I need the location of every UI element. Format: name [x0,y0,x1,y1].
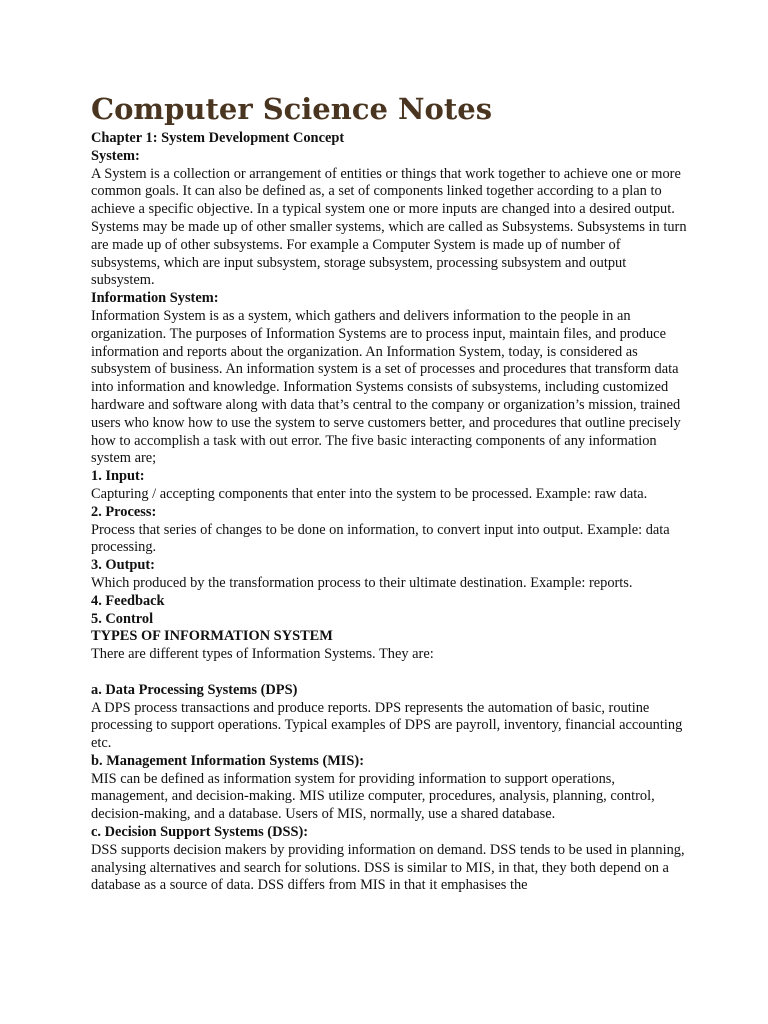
component-text-output: Which produced by the transformation process to their ultimate destination. Example: reports. [91,574,633,591]
information-system-paragraph: Information System is as a system, which gathers and delivers information to the people in an organization. The purposes of Information Systems are to process input, maintain files, and produce information and reports about the organization. An Information System, today, is considered as subsystem of business. An information system is a set of processes and procedures that transform data into information and knowledge. Information Systems consists of subsystems, including customized hardware and software along with data that’s central to the company or organization’s mission, trained users who know how to use the system to serve customers better, and procedures that outline precisely how to accomplish a task with out error. The five basic interacting components of any information system are; [91,307,681,467]
type-text-dss: DSS supports decision makers by providing information on demand. DSS tends to be used in planning, analysing alternatives and search for solutions. DSS is similar to MIS, in that, they both depend on a database as a source of data. DSS differs from MIS in that it emphasises the [91,841,685,894]
types-intro: There are different types of Information Systems. They are: [91,646,434,663]
component-heading-output: 3. Output: [91,557,155,574]
blank-line [91,664,691,682]
type-text-dps: A DPS process transactions and produce reports. DPS represents the automation of basic, routine processing to support operations. Typical examples of DPS are payroll, inventory, financial accounting etc. [91,699,683,752]
component-heading-process: 2. Process: [91,503,157,520]
component-heading-input: 1. Input: [91,468,145,485]
type-heading-mis: b. Management Information Systems (MIS): [91,752,365,769]
component-text-input: Capturing / accepting components that enter into the system to be processed. Example: raw data. [91,485,648,502]
type-text-mis: MIS can be defined as information system for providing information to support operations, management, and decision-making. MIS utilize computer, procedures, analysis, planning, control, decision-making, and a database. Users of MIS, normally, use a shared database. [91,770,655,823]
system-paragraph: A System is a collection or arrangement of entities or things that work together to achieve one or more common goals. It can also be defined as, a set of components linked together according to a plan to achieve a specific objective. In a typical system one or more inputs are changed into a desired output. Systems may be made up of other smaller systems, which are called as Subsystems. Subsystems in turn are made up of other subsystems. For example a Computer System is made up of number of subsystems, which are input subsystem, storage subsystem, processing subsystem and output subsystem. [91,165,687,289]
chapter-heading: Chapter 1: System Development Concept [91,130,345,146]
component-heading-control: 5. Control [91,610,154,627]
system-heading: System: [91,147,140,164]
type-heading-dss: c. Decision Support Systems (DSS): [91,824,309,841]
types-heading: TYPES OF INFORMATION SYSTEM [91,628,333,645]
component-heading-feedback: 4. Feedback [91,592,165,609]
document-title: Computer Science Notes [91,92,493,126]
information-system-heading: Information System: [91,290,219,307]
component-text-process: Process that series of changes to be done on information, to convert input into output. Example: data processing. [91,521,670,556]
document-page [91,90,691,895]
type-heading-dps: a. Data Processing Systems (DPS) [91,681,298,698]
